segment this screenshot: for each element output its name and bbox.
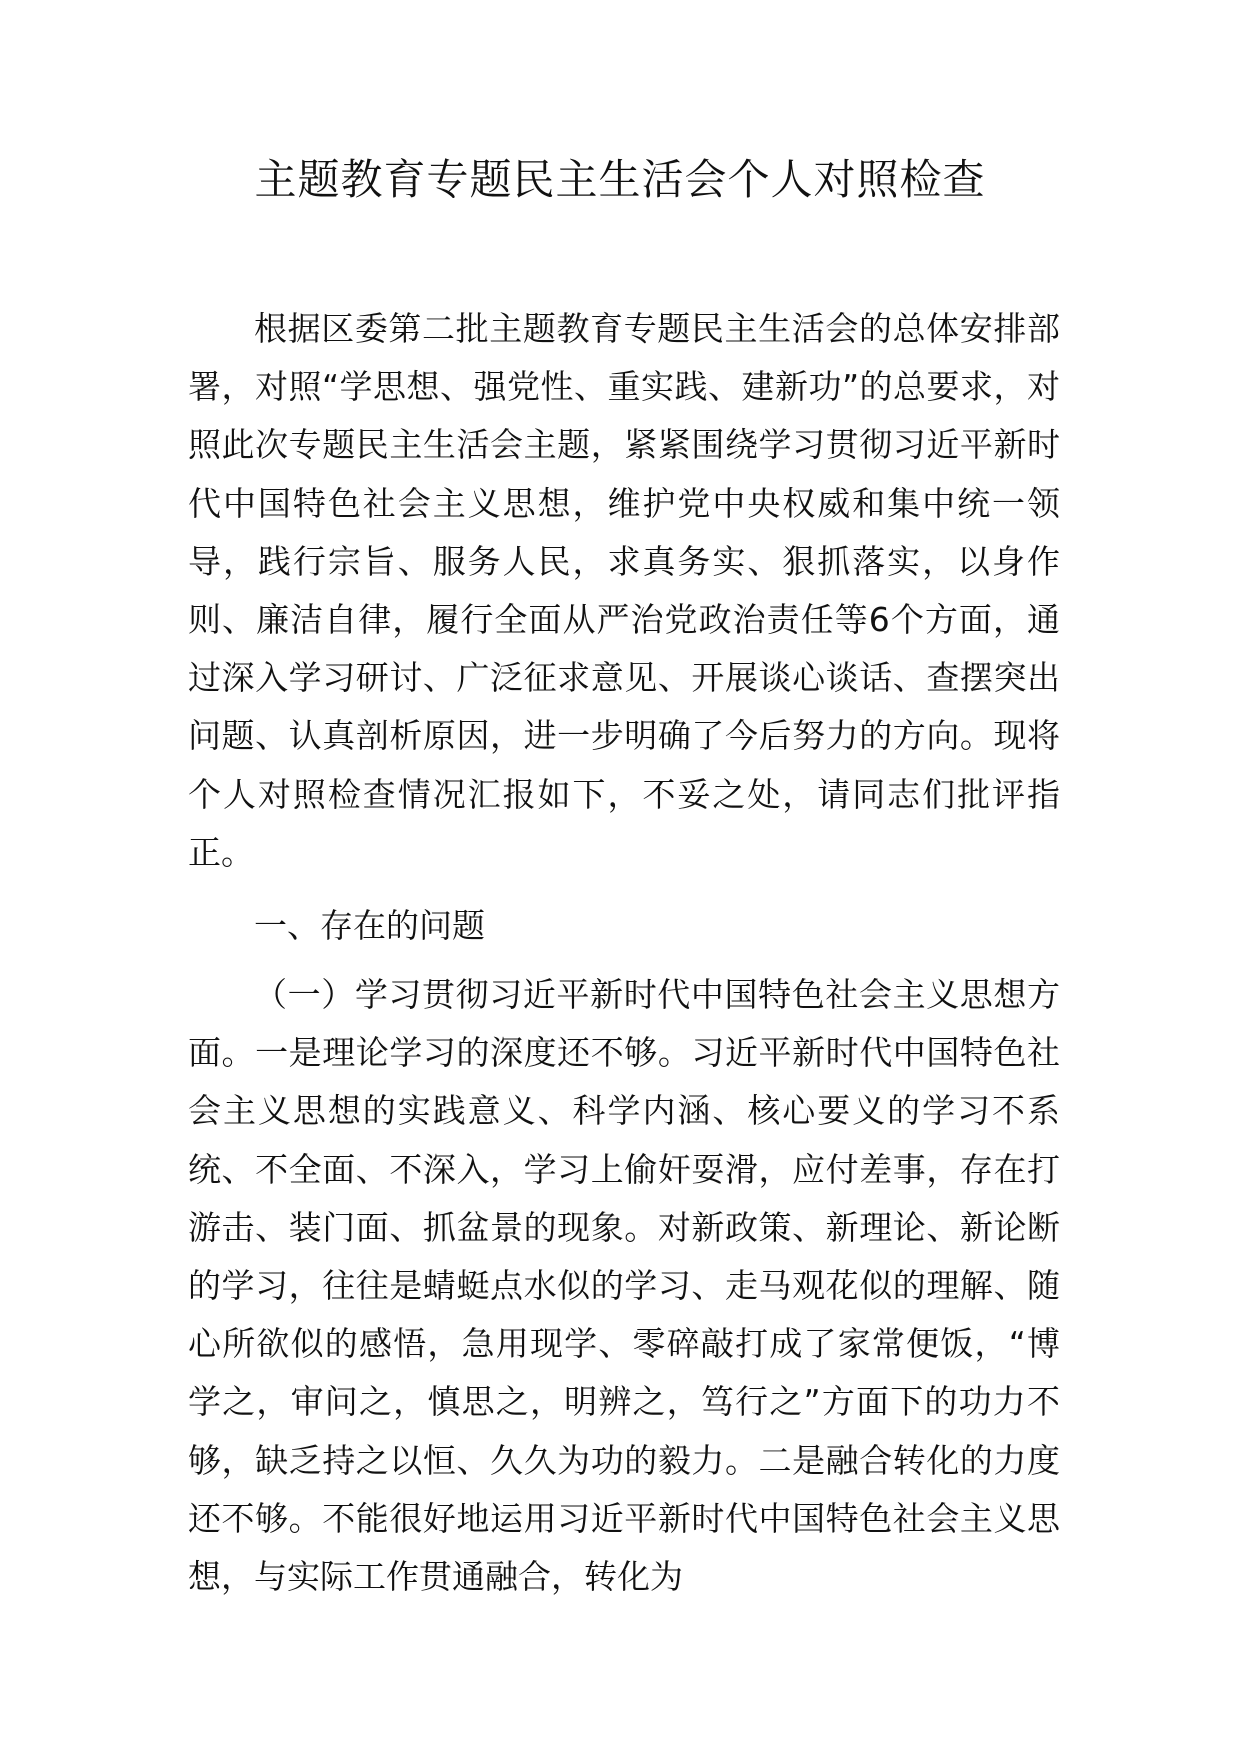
section-heading: 一、存在的问题	[254, 906, 485, 945]
intro-paragraph: 根据区委第二批主题教育专题民主生活会的总体安排部署，对照“学思想、强党性、重实践、建新功”的总要求，对照此次专题民主生活会主题，紧紧围绕学习贯彻习近平新时代中国特色社会主义思想，维护党中央权威和集中统一领导，践行宗旨、服务人民，求真务实、狠抓落实，以身作则、廉洁自律，履行全面从严治党政治责任等6个方面，通过深入学习研讨、广泛征求意见、开展谈心谈话、查摆突出问题、认真剖析原因，进一步明确了今后努力的方向。现将个人对照检查情况汇报如下，不妥之处，请同志们批评指正。	[188, 309, 1060, 872]
section-paragraph: （一）学习贯彻习近平新时代中国特色社会主义思想方面。一是理论学习的深度还不够。习近平新时代中国特色社会主义思想的实践意义、科学内涵、核心要义的学习不系统、不全面、不深入，学习上偷奸耍滑，应付差事，存在打游击、装门面、抓盆景的现象。对新政策、新理论、新论断的学习，往往是蜻蜓点水似的学习、走马观花似的理解、随心所欲似的感悟，急用现学、零碎敲打成了家常便饭，“博学之，审问之，慎思之，明辨之，笃行之”方面下的功力不够，缺乏持之以恒、久久为功的毅力。二是融合转化的力度还不够。不能很好地运用习近平新时代中国特色社会主义思想，与实际工作贯通融合，转化为	[188, 975, 1060, 1597]
document-title: 主题教育专题民主生活会个人对照检查	[254, 155, 986, 204]
